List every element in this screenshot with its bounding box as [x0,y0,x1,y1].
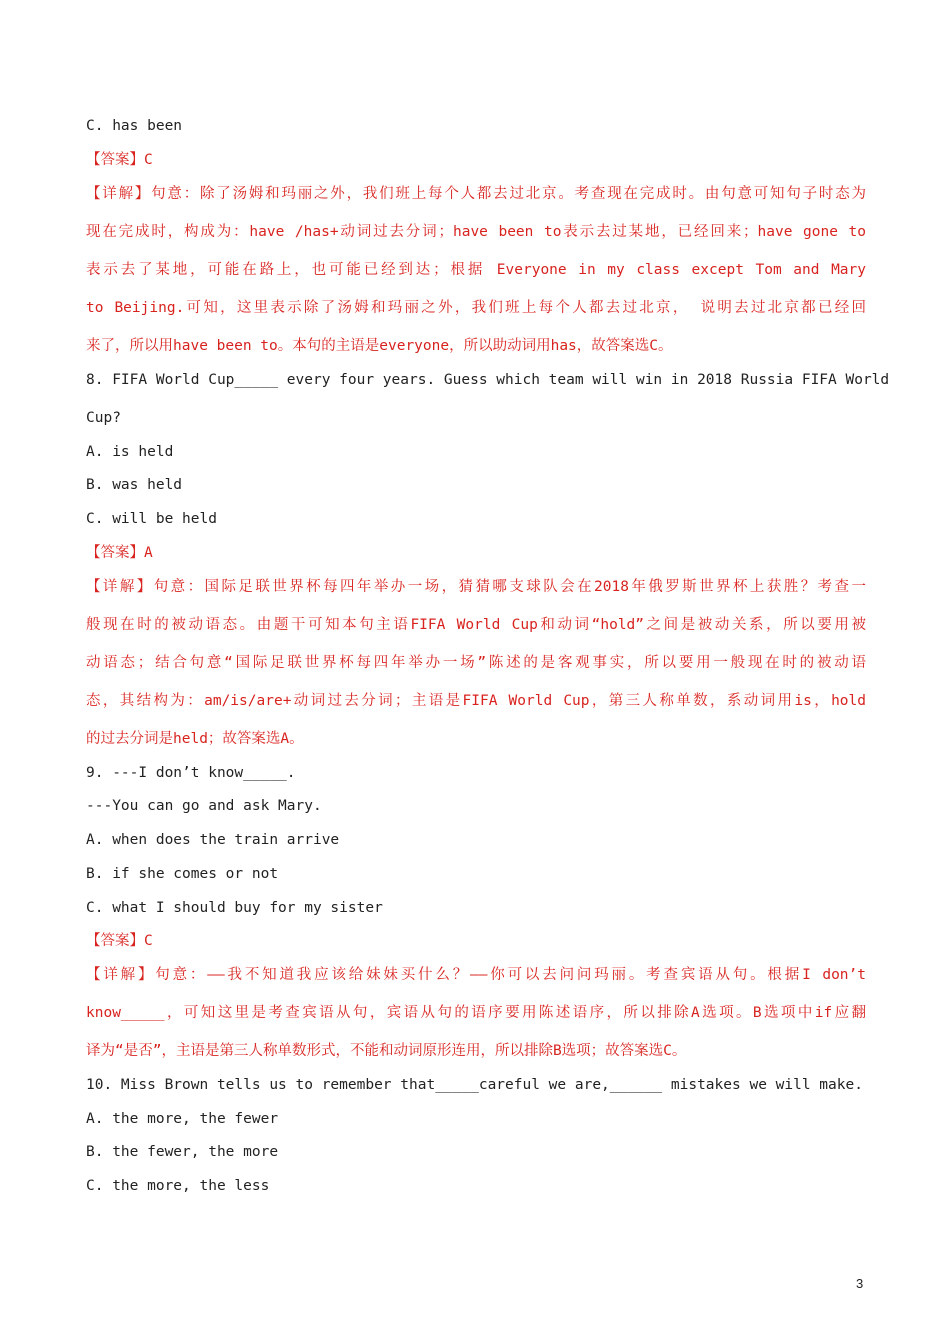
q8-option-a: A. is held [86,444,174,460]
q7-explain-line: 现在完成时，构成为：have /has+动词过去分词；have been to表示去过某地，已经回来；have gone to [86,224,866,240]
page-number: 3 [856,1276,864,1291]
q8-explain-line: 【详解】句意：国际足联世界杯每四年举办一场，猜猜哪支球队会在2018年俄罗斯世界杯上获胜？考查一 [86,579,866,595]
q10-question: 10. Miss Brown tells us to remember that_____careful we are,______ mistakes we will make. [86,1077,863,1093]
q10-option-c: C. the more, the less [86,1178,270,1194]
q7-option-c: C. has been [86,118,183,134]
q9-option-a: A. when does the train arrive [86,832,340,848]
q9-question: ---You can go and ask Mary. [86,798,322,814]
q9-answer: 【答案】C [86,933,153,949]
q8-answer: 【答案】A [86,545,153,561]
q7-explain-line: 来了，所以用have been to。本句的主语是everyone，所以助动词用has，故答案选C。 [86,338,673,354]
q10-option-b: B. the fewer, the more [86,1144,279,1160]
q8-explain-line: 般现在时的被动语态。由题干可知本句主语FIFA World Cup和动词“hold”之间是被动关系，所以要用被 [86,617,866,633]
q8-question: Cup? [86,410,121,426]
q8-option-c: C. will be held [86,511,217,527]
q10-option-a: A. the more, the fewer [86,1111,279,1127]
q9-option-c: C. what I should buy for my sister [86,900,383,916]
q9-explain-line: 【详解】句意：——我不知道我应该给妹妹买什么？——你可以去问问玛丽。考查宾语从句。根据I don’t [86,967,866,983]
q8-question: 8. FIFA World Cup_____ every four years. Guess which team will win in 2018 Russia FIFA World [86,372,890,388]
q7-explain-line: to Beijing.可知，这里表示除了汤姆和玛丽之外，我们班上每个人都去过北京， 说明去过北京都已经回 [86,300,866,316]
q7-answer: 【答案】C [86,152,153,168]
q9-explain-line: 译为“是否”，主语是第三人称单数形式，不能和动词原形连用，所以排除B选项；故答案选C。 [86,1043,687,1059]
q9-question: 9. ---I don’t know_____. [86,765,296,781]
q8-explain-line: 态，其结构为：am/is/are+动词过去分词；主语是FIFA World Cup，第三人称单数，系动词用is，hold [86,693,866,709]
q9-option-b: B. if she comes or not [86,866,279,882]
q9-explain-line: know_____，可知这里是考查宾语从句，宾语从句的语序要用陈述语序，所以排除A选项。B选项中if应翻 [86,1005,866,1021]
q7-explain-line: 表示去了某地，可能在路上，也可能已经到达；根据 Everyone in my class except Tom and Mary [86,262,866,278]
q8-explain-line: 的过去分词是held；故答案选A。 [86,731,304,747]
q8-option-b: B. was held [86,477,183,493]
q8-explain-line: 动语态；结合句意“国际足联世界杯每四年举办一场”陈述的是客观事实，所以要用一般现在时的被动语 [86,655,866,671]
q7-explain-line: 【详解】句意：除了汤姆和玛丽之外，我们班上每个人都去过北京。考查现在完成时。由句意可知句子时态为 [86,186,866,202]
